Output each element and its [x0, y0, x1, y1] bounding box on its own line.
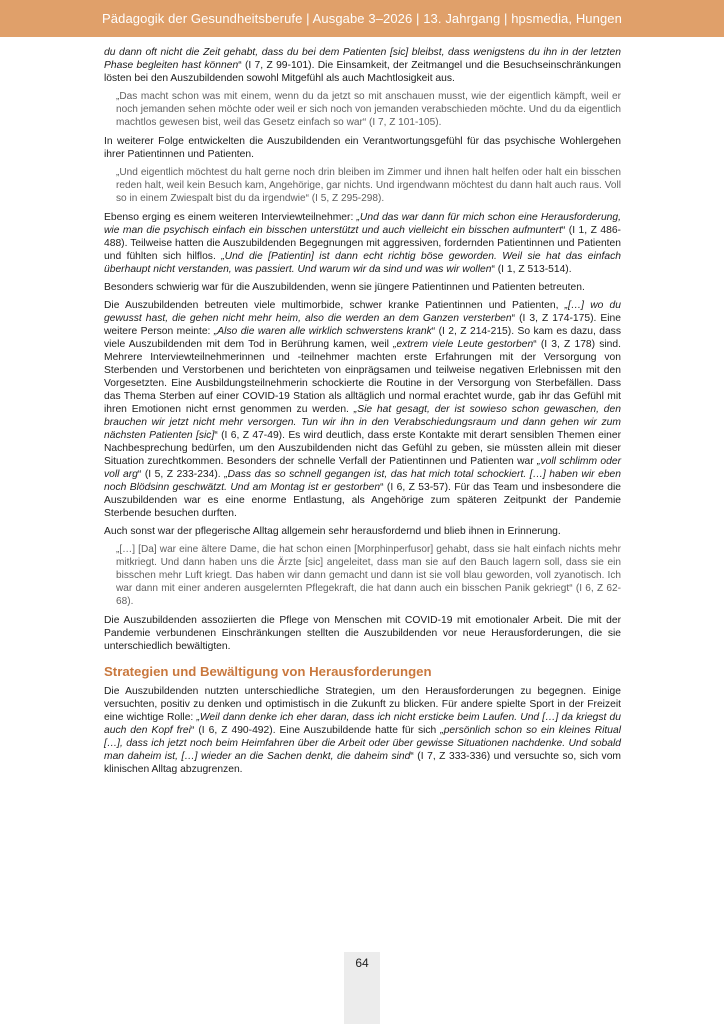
paragraph: Die Auszubildenden nutzten unterschiedliche Strategien, um den Herausforderungen zu begegnen. Einige versuchten, positiv zu denken und optimistisch in die Zukunft zu blicken. Für andere spielte Sport in der Freizeit eine wichtige Rolle: „Weil dann denke ich eher daran, dass ich nicht ersticke beim Laufen. Und […] da kriegst du auch den Kopf frei“ (I 6, Z 490-492). Eine Auszubildende hatte für sich „persönlich schon so ein kleines Ritual […], dass ich jetzt noch beim Heimfahren über die Arbeit oder über gewisse Situationen nachdenke. Und sobald man daheim ist, […] wieder an die Sachen denkt, die daheim sind“ (I 7, Z 333-336) und versuchte so, sich vom klinischen Alltag abzugrenzen. — [104, 686, 622, 775]
paragraph: du dann oft nicht die Zeit gehabt, dass du bei dem Patienten [sic] bleibst, dass wenigstens du ihn in der letzten Phase begleiten hast können“ (I 7, Z 99-101). Die Einsamkeit, der Zeitmangel und die Besuchseinschränkungen lösten bei den Auszubildenden sowohl Mitgefühl als auch Machtlosigkeit aus. — [104, 47, 621, 84]
page-number: 64 — [355, 956, 369, 970]
paragraph: Ebenso erging es einem weiteren Interviewteilnehmer: „Und das war dann für mich schon eine Herausforderung, wie man die psychisch einfach ein bisschen unterstützt und auch vielleicht ein bisschen aufmuntert“ (I 1, Z 486-488). Teilweise hatten die Auszubildenden Begegnungen mit aggressiven, fordernden Patientinnen und Patienten und fühlten sich hilflos. „Und die [Patientin] ist dann echt richtig böse geworden. Weil sie hat das einfach überhaupt nicht verstanden, was passiert. Und warum wir da sind und was wir wollen“ (I 1, Z 513-514). — [104, 212, 621, 275]
interview-quote-inline: „[…] wo du gewusst hast, die gehen nicht mehr heim, also die werden an dem Ganzen versterben — [104, 300, 621, 324]
block-quote: „Und eigentlich möchtest du halt gerne noch drin bleiben im Zimmer und ihnen halt helfen oder halt ein bisschen reden halt, weil kein Besuch kam, Angehörige, gar nichts. Und irgendwann möchtest du dann halt auch raus. Voll so in einem Zwiespalt bist du da irgendwie“ (I 5, Z 295-298). — [116, 167, 621, 204]
paragraph: Auch sonst war der pflegerische Alltag allgemein sehr herausfordernd und blieb ihnen in Erinnerung. — [104, 526, 561, 537]
interview-quote-inline: „Also die waren alle wirklich schwerstens krank — [213, 326, 432, 337]
interview-quote-inline: „persönlich schon so ein kleines Ritual […], dass ich jetzt noch beim Heimfahren über die Arbeit oder über gewisse Situationen nachdenke. Und sobald man daheim ist, […] wieder an die Sachen denkt, die daheim sind — [104, 725, 622, 762]
interview-quote-inline: „Weil dann denke ich eher daran, dass ich nicht ersticke beim Laufen. Und […] da kriegst du auch den Kopf frei — [104, 712, 622, 736]
interview-quote-inline: „Dass das so schnell gegangen ist, das hat mich total schockiert. […] haben wir eben noch Blödsinn geschwätzt. Und am Montag ist er gestorben — [104, 469, 621, 493]
interview-quote-inline: „extrem viele Leute gestorben — [393, 339, 534, 350]
paragraph: Die Auszubildenden assoziierten die Pflege von Menschen mit COVID-19 mit emotionaler Arbeit. Die mit der Pandemie verbundenen Einschränkungen stellten die Auszubildenden vor neue Herausforderungen, die sie unterschiedlich bewältigten. — [104, 615, 621, 652]
paragraph: Die Auszubildenden betreuten viele multimorbide, schwer kranke Patientinnen und Patienten, „[…] wo du gewusst hast, die gehen nicht mehr heim, also die werden an dem Ganzen versterben“ (I 3, Z 174-175). Eine weitere Person meinte: „Also die waren alle wirklich schwerstens krank“ (I 2, Z 214-215). So kam es dazu, dass viele Auszubildenden mit dem Tod in Berührung kamen, weil „extrem viele Leute gestorben“ (I 3, Z 178) sind. Mehrere Interviewteilnehmerinnen und -teilnehmer machten erste Erfahrungen mit der Versorgung von Sterbenden und Verstorbenen und berichteten von einprägsamen und teilweise negativen Erlebnissen mit den Vorgesetzten. Eine Ausbildungsteilnehmerin schockierte die Routine in der Versorgung von Sterbefällen. Dass das Thema Sterben auf einer COVID-19 Station als alltäglich und normal erachtet wurde, gab ihr das Gefühl mit ihren Emotionen nicht ernst genommen zu werden. „Sie hat gesagt, der ist sowieso schon gewaschen, den brauchen wir jetzt nicht mehr versorgen. Tun wir ihn in den Verabschiedungsraum und dann gehen wir zum nächsten Patienten [sic]“ (I 6, Z 47-49). Es wird deutlich, dass erste Kontakte mit derart sensiblen Themen einer Nachbesprechung bedürfen, um den Auszubildenden nicht das Gefühl zu geben, sie müssten allein mit dieser Situation zurechtkommen. Besonders der schnelle Verfall der Patientinnen und Patienten war „voll schlimm oder voll arg“ (I 5, Z 233-234). „Dass das so schnell gegangen ist, das hat mich total schockiert. […] haben wir eben noch Blödsinn geschwätzt. Und am Montag ist er gestorben“ (I 6, Z 53-57). Für das Team und insbesondere die Auszubildenden war es eine enorme Entlastung, als Angehörige zum späteren Zeitpunkt der Pandemie Sterbende besuchen durften. — [104, 300, 622, 519]
journal-header-title: Pädagogik der Gesundheitsberufe | Ausgabe 3–2026 | 13. Jahrgang | hpsmedia, Hungen — [102, 11, 622, 26]
interview-quote-inline: „Sie hat gesagt, der ist sowieso schon gewaschen, den brauchen wir jetzt nicht mehr versorgen. Tun wir ihn in den Verabschiedungsraum und dann gehen wir zum nächsten Patienten [sic] — [104, 404, 621, 441]
section-heading: Strategien und Bewältigung von Herausforderungen — [104, 664, 432, 679]
journal-header-bar — [0, 0, 724, 37]
interview-quote-inline: „voll schlimm oder voll arg — [104, 456, 622, 480]
paragraph: In weiterer Folge entwickelten die Auszubildenden ein Verantwortungsgefühl für das psychische Wohlergehen ihrer Patientinnen und Patienten. — [104, 136, 621, 160]
interview-quote-inline: „Und die [Patientin] ist dann echt richtig böse geworden. Weil sie hat das einfach überhaupt nicht verstanden, was passiert. Und warum wir da sind und was wir wollen — [104, 251, 621, 275]
block-quote: „[…] [Da] war eine ältere Dame, die hat schon einen [Morphinperfusor] gehabt, dass sie halt einfach nichts mehr mitkriegt. Und dann haben uns die Ärzte [sic] angeleitet, dass man sie auf den Bauch lagern soll, dass sie ein bisschen mehr Luft kriegt. Das haben wir dann gemacht und dann ist sie voll blau geworden, voll zyanotisch. Ich war dann mit einer anderen ausgelernten Pflegekraft, die hat dann auch ein bisschen Panik gekriegt“ (I 6, Z 62-68). — [116, 544, 621, 607]
interview-quote-inline: du dann oft nicht die Zeit gehabt, dass du bei dem Patienten [sic] bleibst, dass wenigstens du ihn in der letzten Phase begleiten hast können — [104, 47, 621, 71]
article-body — [104, 46, 621, 781]
block-quote: „Das macht schon was mit einem, wenn du da jetzt so mit anschauen musst, wie der eigentlich kämpft, weil er noch jemanden sehen möchte oder weil er sich noch von jemanden verabschieden möchte. Und du da eigentlich machtlos gewesen bist, weil das Gesetz einfach so war“ (I 7, Z 101-105). — [116, 91, 621, 128]
paragraph: Besonders schwierig war für die Auszubildenden, wenn sie jüngere Patientinnen und Patienten betreuten. — [104, 282, 585, 293]
interview-quote-inline: „Und das war dann für mich schon eine Herausforderung, wie man die psychisch einfach ein bisschen unterstützt und auch vielleicht ein bisschen aufmuntert — [104, 212, 621, 236]
